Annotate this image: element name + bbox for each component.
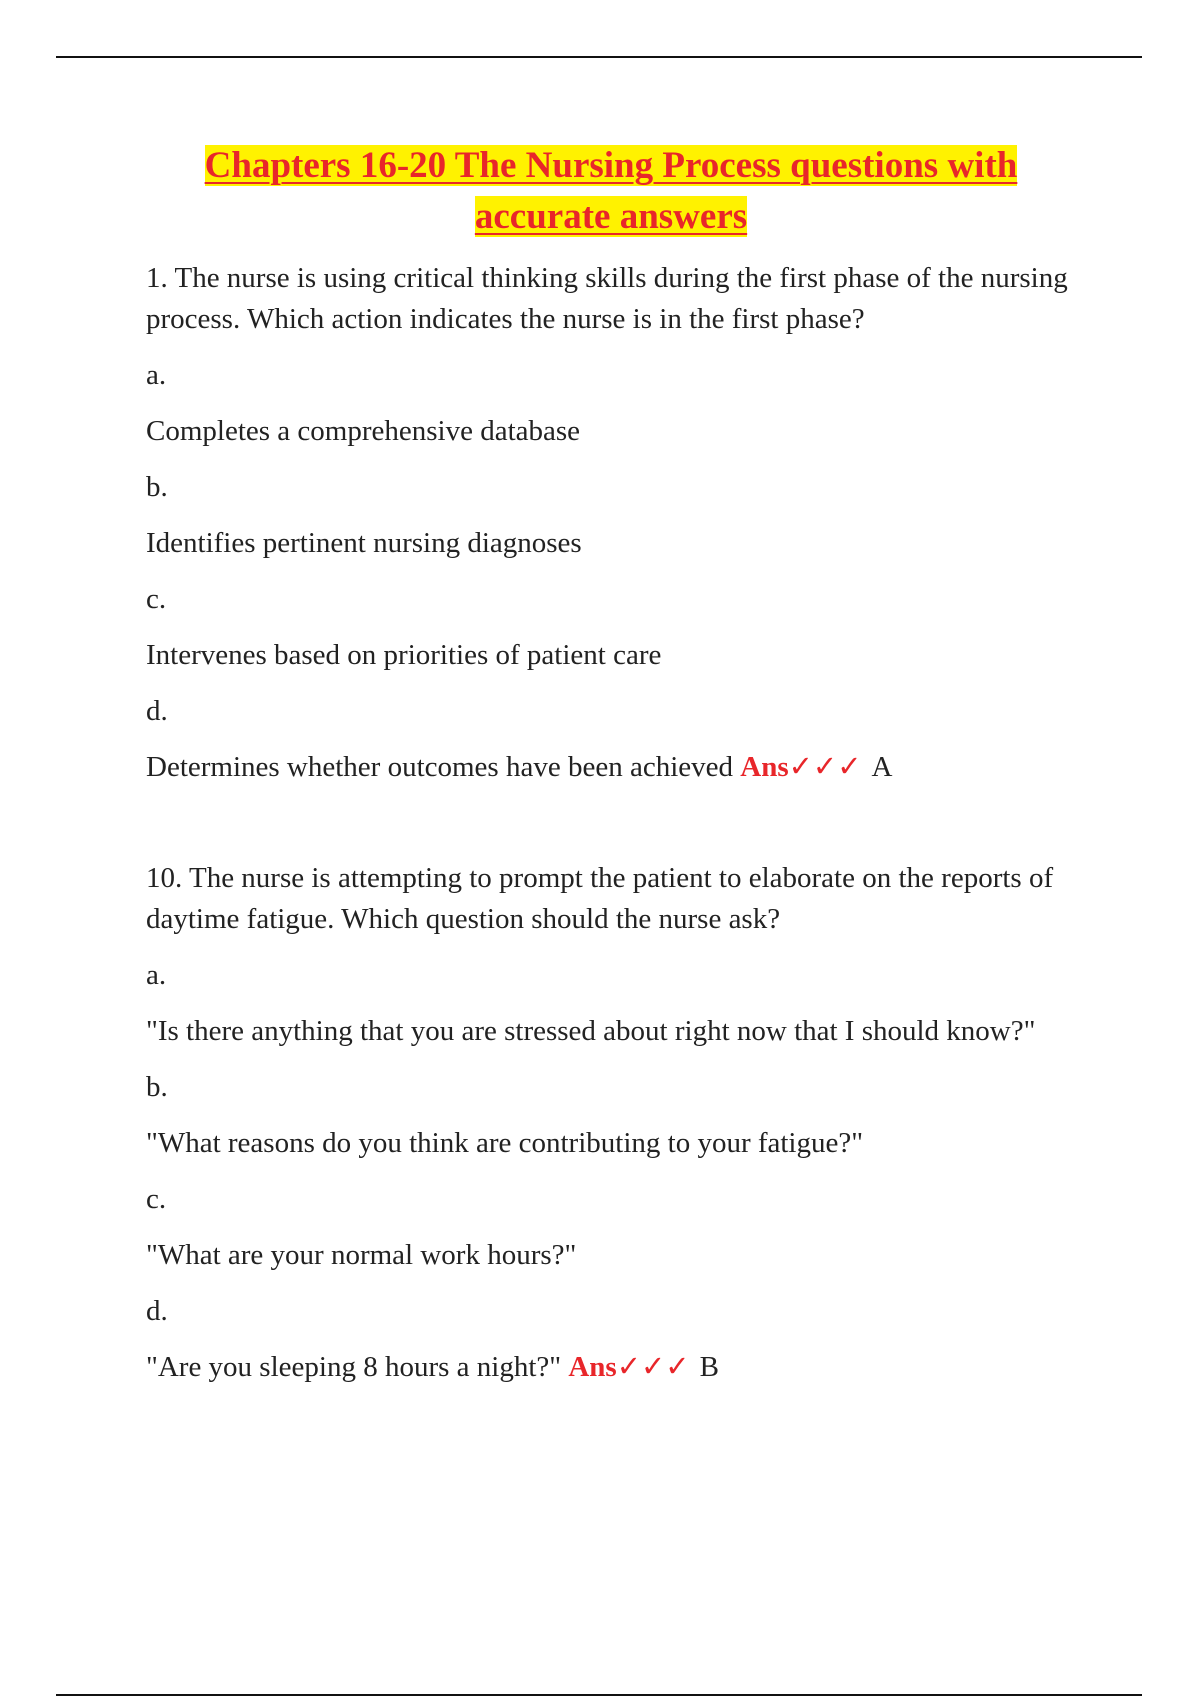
question-1-option-a-text: Completes a comprehensive database (146, 415, 581, 447)
question-1-option-d-line (146, 747, 1046, 788)
question-1-option-b-text: Identifies pertinent nursing diagnoses (146, 527, 582, 559)
document-page (146, 140, 1076, 1388)
question-10-option-c-letter: c. (146, 1183, 167, 1215)
question-10-option-c-text: "What are your normal work hours?" (146, 1239, 577, 1271)
question-1-stem: 1. The nurse is using critical thinking skills during the first phase of the nursing process. Which action indicates the nurse is in the first phase? (146, 262, 1068, 335)
question-10-option-d-letter: d. (146, 1295, 168, 1327)
question-10-option-d-text: "Are you sleeping 8 hours a night?" (146, 1351, 562, 1383)
question-1-option-d-letter: d. (146, 695, 168, 727)
question-10-option-a-text: "Is there anything that you are stressed about right now that I should know?" (146, 1015, 1036, 1047)
question-1-option-c-letter: c. (146, 583, 167, 615)
question-1-answer-label: Ans (740, 751, 789, 783)
question-1 (146, 258, 1076, 788)
top-rule (56, 56, 1142, 58)
bottom-rule (56, 1694, 1142, 1696)
question-10-answer-checks: ✓✓✓ (616, 1351, 690, 1383)
question-1-option-d-text: Determines whether outcomes have been achieved (146, 751, 733, 783)
question-10 (146, 858, 1076, 1388)
question-1-answer-value: A (871, 751, 893, 783)
question-10-answer-value: B (699, 1351, 719, 1383)
question-10-option-a-letter: a. (146, 959, 167, 991)
question-10-answer-label: Ans (568, 1351, 617, 1383)
title-line-2: accurate answers (474, 196, 748, 237)
question-1-option-b-letter: b. (146, 471, 168, 503)
question-1-option-c-text: Intervenes based on priorities of patient care (146, 639, 662, 671)
document-title (146, 140, 1076, 242)
question-10-option-b-letter: b. (146, 1071, 168, 1103)
question-10-option-d-line (146, 1347, 1046, 1388)
question-10-stem: 10. The nurse is attempting to prompt the patient to elaborate on the reports of daytime fatigue. Which question should the nurse ask? (146, 862, 1054, 935)
question-1-answer-checks: ✓✓✓ (788, 751, 862, 783)
question-1-option-a-letter: a. (146, 359, 167, 391)
title-line-1: Chapters 16-20 The Nursing Process questions with (204, 145, 1018, 186)
question-10-option-b-text: "What reasons do you think are contributing to your fatigue?" (146, 1127, 864, 1159)
